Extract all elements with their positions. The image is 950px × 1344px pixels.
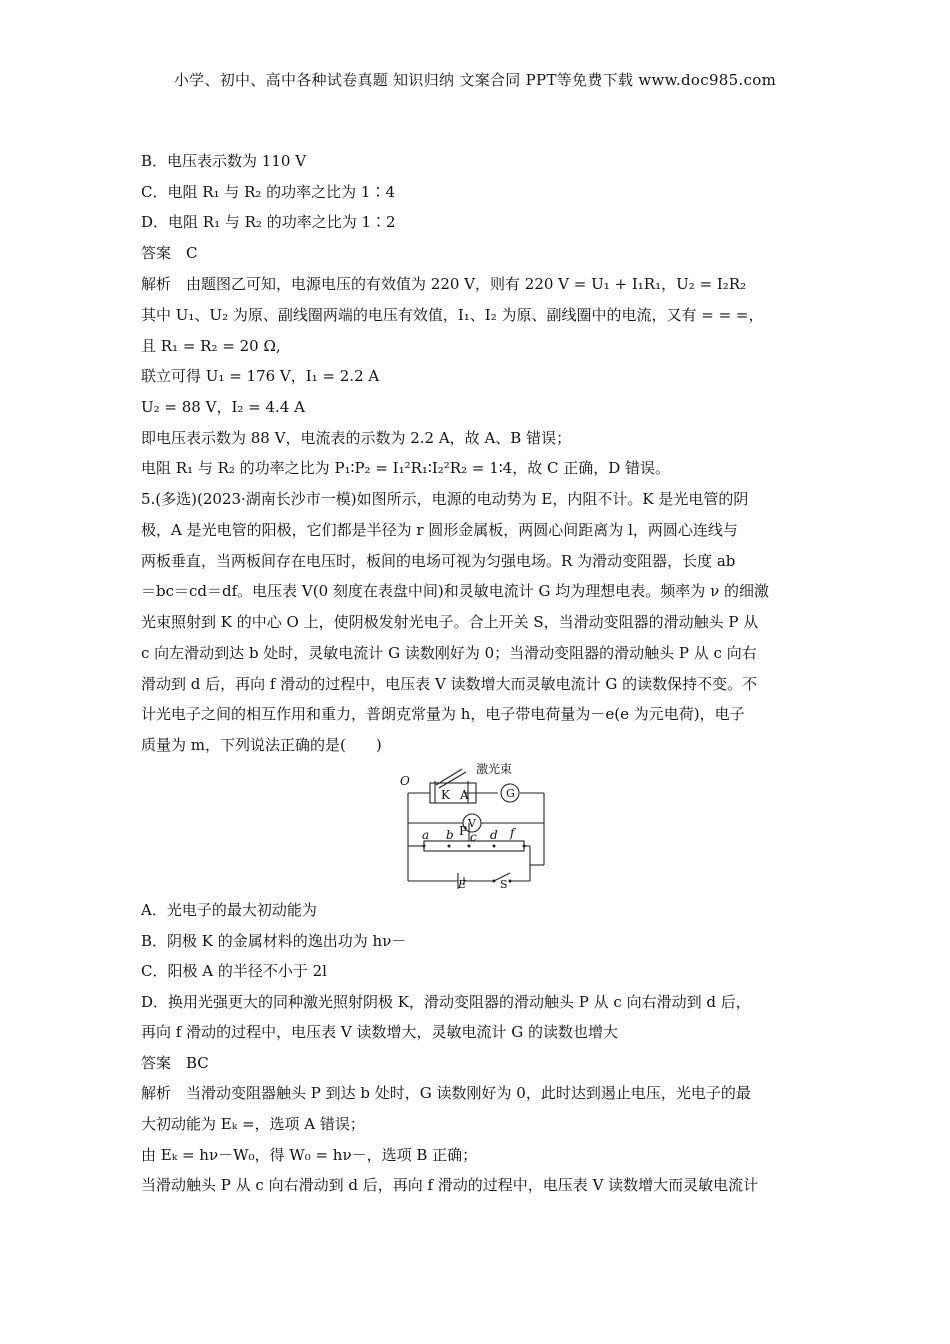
analysis2-line-2: 大初动能为 Eₖ =，选项 A 错误； — [141, 1115, 365, 1133]
analysis-line-4: 联立可得 U₁ = 176 V，I₁ = 2.2 A — [141, 367, 380, 385]
label-f: f — [510, 826, 515, 840]
analysis-line-1: 解析 由题图乙可知，电源电压的有效值为 220 V，则有 220 V = U₁ + I₁R₁，U₂ = I₂R₂ — [141, 275, 747, 293]
label-b: b — [446, 828, 454, 842]
label-v: V — [468, 817, 476, 830]
question-5-line-9: 质量为 m，下列说法正确的是( ) — [141, 736, 382, 754]
label-a-plate: A — [460, 788, 469, 802]
label-k: K — [441, 788, 450, 802]
analysis-line-6: 即电压表示数为 88 V，电流表的示数为 2.2 A，故 A、B 错误； — [141, 429, 572, 447]
analysis-line-5: U₂ = 88 V，I₂ = 4.4 A — [141, 398, 305, 416]
option-c-2: C．阳极 A 的半径不小于 2l — [141, 962, 327, 980]
question-5-line-2: 极，A 是光电管的阳极，它们都是半径为 r 圆形金属板，两圆心间距离为 l，两圆心连线与 — [141, 521, 738, 539]
label-s: S — [500, 878, 508, 891]
analysis2-line-3: 由 Eₖ = hν－W₀，得 W₀ = hν－，选项 B 正确； — [141, 1146, 478, 1164]
label-g: G — [506, 787, 515, 800]
question-5-line-5: 光束照射到 K 的中心 O 上，使阴极发射光电子。合上开关 S，当滑动变阻器的滑动触头 P 从 — [141, 613, 759, 631]
label-d: d — [490, 828, 498, 842]
question-5-line-7: 滑动到 d 后，再向 f 滑动的过程中，电压表 V 读数增大而灵敏电流计 G 的读数保持不变。不 — [141, 675, 758, 693]
answer-label-2: 答案 BC — [141, 1054, 209, 1072]
analysis-line-3: 且 R₁ = R₂ = 20 Ω, — [141, 337, 281, 355]
question-5-line-6: c 向左滑动到达 b 处时，灵敏电流计 G 读数刚好为 0；当滑动变阻器的滑动触头 P 从 c 向右 — [141, 644, 757, 662]
question-5-line-3: 两板垂直，当两板间存在电压时，板间的电场可视为匀强电场。R 为滑动变阻器，长度 ab — [141, 552, 736, 570]
page-header: 小学、初中、高中各种试卷真题 知识归纳 文案合同 PPT等免费下载 www.doc985.com — [173, 71, 777, 89]
option-c: C．电阻 R₁ 与 R₂ 的功率之比为 1∶4 — [141, 183, 396, 201]
option-d-2-line-2: 再向 f 滑动的过程中，电压表 V 读数增大，灵敏电流计 G 的读数也增大 — [141, 1023, 618, 1041]
label-a: a — [422, 828, 430, 842]
question-5-line-8: 计光电子之间的相互作用和重力，普朗克常量为 h，电子带电荷量为－e(e 为元电荷)，电子 — [141, 705, 745, 723]
circuit-diagram — [402, 763, 550, 889]
label-e: E — [458, 878, 467, 891]
label-p: P — [459, 824, 468, 838]
analysis2-line-1: 解析 当滑动变阻器触头 P 到达 b 处时，G 读数刚好为 0，此时达到遏止电压，光电子的最 — [141, 1084, 751, 1102]
option-d: D．电阻 R₁ 与 R₂ 的功率之比为 1∶2 — [141, 213, 396, 231]
answer-label: 答案 C — [141, 244, 198, 262]
option-a-2: A．光电子的最大初动能为 — [141, 901, 317, 919]
question-5-line-4: ＝bc＝cd＝df。电压表 V(0 刻度在表盘中间)和灵敏电流计 G 均为理想电表。频率为 ν 的细激 — [141, 582, 769, 600]
option-b-2: B．阴极 K 的金属材料的逸出功为 hν－ — [141, 932, 407, 950]
label-c: c — [470, 830, 477, 844]
option-d-2-line-1: D．换用光强更大的同种激光照射阴极 K，滑动变阻器的滑动触头 P 从 c 向右滑动到 d 后， — [141, 993, 751, 1011]
analysis-line-7: 电阻 R₁ 与 R₂ 的功率之比为 P₁∶P₂ = I₁²R₁∶I₂²R₂ = 1∶4，故 C 正确，D 错误。 — [141, 459, 671, 477]
label-laser: 激光束 — [476, 762, 513, 776]
question-5-line-1: 5.(多选)(2023·湖南长沙市一模)如图所示，电源的电动势为 E，内阻不计。K 是光电管的阴 — [141, 490, 749, 508]
option-b: B．电压表示数为 110 V — [141, 152, 307, 170]
label-o: O — [400, 774, 410, 788]
analysis-line-2: 其中 U₁、U₂ 为原、副线圈两端的电压有效值，I₁、I₂ 为原、副线圈中的电流，又有 = = =， — [141, 306, 764, 324]
analysis2-line-4: 当滑动触头 P 从 c 向右滑动到 d 后，再向 f 滑动的过程中，电压表 V 读数增大而灵敏电流计 — [141, 1176, 759, 1194]
